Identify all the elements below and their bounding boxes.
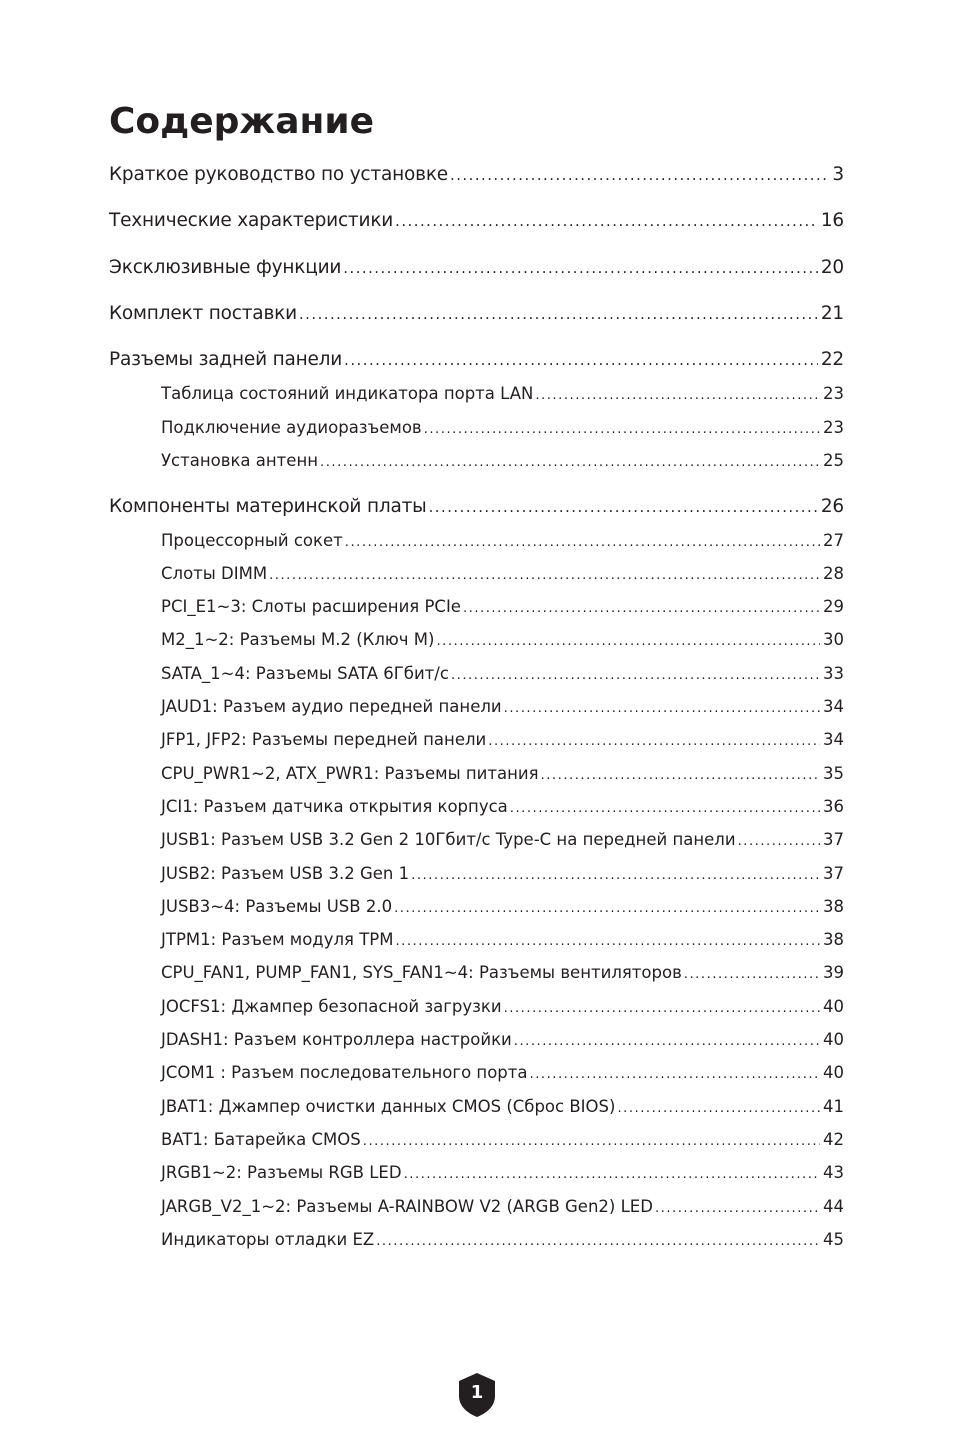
toc-entry-page: 42 xyxy=(823,1130,844,1149)
toc-entry-leader xyxy=(376,1230,820,1254)
toc-entry[interactable] xyxy=(109,162,844,188)
toc-entry[interactable] xyxy=(161,1161,844,1185)
toc-entry[interactable] xyxy=(161,695,844,719)
toc-entry-label: SATA_1~4: Разъемы SATA 6Гбит/с xyxy=(161,664,449,683)
toc-entry-leader xyxy=(320,451,820,475)
toc-entry-page: 33 xyxy=(823,664,844,683)
toc-entry-label: Краткое руководство по установке xyxy=(109,164,448,185)
toc-entry[interactable] xyxy=(161,895,844,919)
toc-entry-page: 30 xyxy=(823,630,844,649)
toc-entry-leader xyxy=(738,830,820,854)
toc-entry[interactable] xyxy=(161,795,844,819)
toc-entry-label: JBAT1: Джампер очистки данных CMOS (Сброс BIOS) xyxy=(161,1097,616,1116)
toc-entry-leader xyxy=(344,348,818,374)
toc-entry-label: Комплект поставки xyxy=(109,303,297,324)
toc-entry-leader xyxy=(504,997,820,1021)
toc-entry-label: JUSB1: Разъем USB 3.2 Gen 2 10Гбит/с Type-C на передней панели xyxy=(161,830,736,849)
toc-entry[interactable] xyxy=(161,416,844,440)
toc-entry-page: 28 xyxy=(823,564,844,583)
toc-entry-leader xyxy=(394,897,820,921)
toc-entry-label: JTPM1: Разъем модуля TPM xyxy=(161,930,394,949)
toc-entry-page: 38 xyxy=(823,930,844,949)
toc-entry-label: JAUD1: Разъем аудио передней панели xyxy=(161,697,502,716)
toc-entry-label: BAT1: Батарейка CMOS xyxy=(161,1130,361,1149)
toc-entry[interactable] xyxy=(161,1228,844,1252)
toc-entry[interactable] xyxy=(109,347,844,373)
toc-entry-page: 40 xyxy=(823,1063,844,1082)
toc-entry[interactable] xyxy=(161,628,844,652)
toc-entry-page: 37 xyxy=(823,864,844,883)
toc-entry-label: Таблица состояний индикатора порта LAN xyxy=(161,384,534,403)
toc-entry-leader xyxy=(269,564,820,588)
toc-entry-leader xyxy=(404,1163,820,1187)
toc-entry-label: JCOM1 : Разъем последовательного порта xyxy=(161,1063,528,1082)
toc-entry-leader xyxy=(450,163,829,189)
toc-entry-label: Установка антенн xyxy=(161,451,319,470)
toc-entry-leader xyxy=(684,963,820,987)
toc-entry-page: 25 xyxy=(823,451,844,470)
toc-entry-page: 40 xyxy=(823,1030,844,1049)
toc-entry-page: 39 xyxy=(823,963,844,982)
toc-entry-leader xyxy=(299,302,818,328)
toc-entry-page: 16 xyxy=(820,210,844,231)
toc-entry-page: 40 xyxy=(823,997,844,1016)
toc-entry[interactable] xyxy=(161,1095,844,1119)
toc-entry[interactable] xyxy=(161,595,844,619)
toc-entry-leader xyxy=(429,495,818,521)
page-title: Содержание xyxy=(109,101,375,142)
toc-entry-label: Технические характеристики xyxy=(109,210,394,231)
toc-entry[interactable] xyxy=(161,382,844,406)
toc-entry-leader xyxy=(363,1130,820,1154)
toc-entry-label: JUSB2: Разъем USB 3.2 Gen 1 xyxy=(161,864,410,883)
toc-entry-label: Подключение аудиоразъемов xyxy=(161,418,422,437)
toc-entry-page: 22 xyxy=(820,349,844,370)
toc-entry-leader xyxy=(514,1030,820,1054)
toc-entry[interactable] xyxy=(161,1195,844,1219)
toc-entry-label: JCI1: Разъем датчика открытия корпуса xyxy=(161,797,508,816)
toc-entry[interactable] xyxy=(161,662,844,686)
toc-entry-leader xyxy=(541,764,820,788)
toc-entry-leader xyxy=(535,384,820,408)
toc-entry-page: 34 xyxy=(823,697,844,716)
toc-entry-leader xyxy=(488,730,820,754)
toc-entry-leader xyxy=(617,1097,820,1121)
toc-entry[interactable] xyxy=(161,961,844,985)
toc-entry-leader xyxy=(655,1197,820,1221)
toc-entry[interactable] xyxy=(161,1128,844,1152)
toc-entry-leader xyxy=(436,630,820,654)
toc-entry-page: 29 xyxy=(823,597,844,616)
toc-entry-page: 36 xyxy=(823,797,844,816)
toc-entry-page: 44 xyxy=(823,1197,844,1216)
toc-entry-label: CPU_PWR1~2, ATX_PWR1: Разъемы питания xyxy=(161,764,539,783)
toc-entry[interactable] xyxy=(161,728,844,752)
toc-entry-label: JFP1, JFP2: Разъемы передней панели xyxy=(161,730,487,749)
toc-entry-page: 37 xyxy=(823,830,844,849)
toc-entry-leader xyxy=(395,209,818,235)
toc-entry[interactable] xyxy=(161,1061,844,1085)
toc-entry-label: Слоты DIMM xyxy=(161,564,268,583)
toc-entry-page: 26 xyxy=(820,496,844,517)
toc-entry-page: 35 xyxy=(823,764,844,783)
toc-entry[interactable] xyxy=(109,208,844,234)
page-number-badge xyxy=(458,1372,496,1418)
toc-entry-page: 34 xyxy=(823,730,844,749)
toc-entry-label: PCI_E1~3: Слоты расширения PCIe xyxy=(161,597,461,616)
toc-entry[interactable] xyxy=(109,494,844,520)
toc-entry-leader xyxy=(530,1063,821,1087)
toc-entry-label: Разъемы задней панели xyxy=(109,349,343,370)
toc-entry-leader xyxy=(411,864,820,888)
toc-entry-page: 20 xyxy=(820,257,844,278)
toc-entry-page: 43 xyxy=(823,1163,844,1182)
toc-entry-label: JRGB1~2: Разъемы RGB LED xyxy=(161,1163,402,1182)
toc-entry[interactable] xyxy=(161,995,844,1019)
toc-entry[interactable] xyxy=(161,529,844,553)
toc-entry-page: 23 xyxy=(823,384,844,403)
toc-entry-page: 23 xyxy=(823,418,844,437)
toc-entry-leader xyxy=(395,930,820,954)
toc-entry[interactable] xyxy=(161,862,844,886)
toc-entry-leader xyxy=(343,256,818,282)
toc-entry[interactable] xyxy=(161,1028,844,1052)
toc-entry-page: 21 xyxy=(820,303,844,324)
toc-entry-label: M2_1~2: Разъемы M.2 (Ключ M) xyxy=(161,630,435,649)
toc-entry[interactable] xyxy=(161,562,844,586)
toc-entry-leader xyxy=(424,418,820,442)
toc-entry-page: 38 xyxy=(823,897,844,916)
toc-entry-leader xyxy=(504,697,820,721)
toc-entry[interactable] xyxy=(161,762,844,786)
toc-entry-label: JDASH1: Разъем контроллера настройки xyxy=(161,1030,512,1049)
toc-entry[interactable] xyxy=(109,255,844,281)
toc-entry[interactable] xyxy=(109,301,844,327)
toc-entry-page: 41 xyxy=(823,1097,844,1116)
toc-entry-leader xyxy=(510,797,820,821)
toc-entry-label: JARGB_V2_1~2: Разъемы A-RAINBOW V2 (ARGB Gen2) LED xyxy=(161,1197,653,1216)
toc-entry-leader xyxy=(463,597,820,621)
toc-entry-label: JOCFS1: Джампер безопасной загрузки xyxy=(161,997,502,1016)
toc-entry-label: Компоненты материнской платы xyxy=(109,496,427,517)
toc-entry-page: 27 xyxy=(823,531,844,550)
page-number: 1 xyxy=(470,1382,484,1403)
toc-entry-page: 3 xyxy=(832,164,844,185)
toc-entry-label: Процессорный сокет xyxy=(161,531,343,550)
toc-entry[interactable] xyxy=(161,928,844,952)
toc-entry-page: 45 xyxy=(823,1230,844,1249)
toc-entry[interactable] xyxy=(161,449,844,473)
toc-entry[interactable] xyxy=(161,828,844,852)
toc-entry-label: JUSB3~4: Разъемы USB 2.0 xyxy=(161,897,393,916)
toc-entry-leader xyxy=(451,664,820,688)
toc-entry-label: Эксклюзивные функции xyxy=(109,257,342,278)
toc-entry-leader xyxy=(345,531,820,555)
toc-entry-label: CPU_FAN1, PUMP_FAN1, SYS_FAN1~4: Разъемы вентиляторов xyxy=(161,963,682,982)
toc-entry-label: Индикаторы отладки EZ xyxy=(161,1230,375,1249)
